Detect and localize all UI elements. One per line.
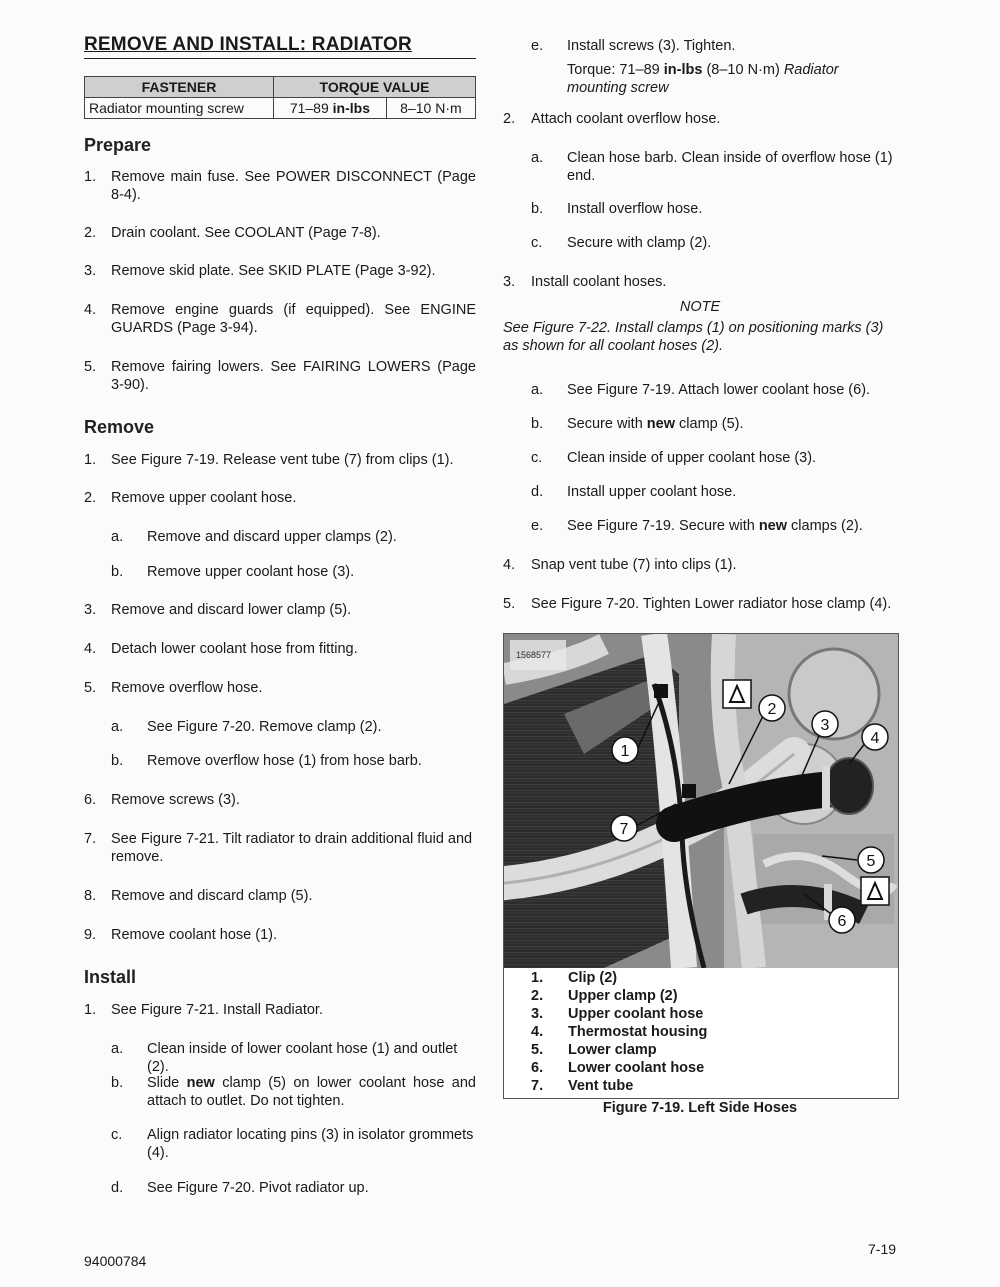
callout-4: 4 [870,730,880,747]
prepare-step-5: Remove fairing lowers. See FAIRING LOWERS (Page 3-90). [111,359,476,393]
left-side-hoses-photo [504,634,898,968]
install-substep: Clean inside of lower coolant hose (1) and outlet (2). [147,1041,458,1075]
hazard-icon [861,877,889,905]
step-number: 2. [84,490,97,506]
install-step: Attach coolant overflow hose. [531,111,721,127]
step-letter: a. [111,1041,124,1057]
install-heading: Install [84,967,137,987]
torque-inlbs-cell: 71–89 in-lbs [274,98,387,119]
remove-step: Remove upper coolant hose. [111,490,297,506]
prepare-step-3: Remove skid plate. See SKID PLATE (Page 3-92). [111,263,436,279]
note-heading: NOTE [679,299,721,315]
remove-substep: See Figure 7-20. Remove clamp (2). [147,719,382,735]
remove-substep: Remove upper coolant hose (3). [147,564,355,580]
step-number: 3. [84,602,97,618]
remove-step: Detach lower coolant hose from fitting. [111,641,358,657]
remove-substep: Remove overflow hose (1) from hose barb. [147,753,422,769]
step-number: 6. [84,792,97,808]
legend-number: 6. [531,1060,544,1076]
remove-heading: Remove [84,417,155,437]
table-row [85,98,476,119]
legend-number: 5. [531,1042,544,1058]
remove-step: Remove and discard clamp (5). [111,888,313,904]
install-step: See Figure 7-20. Tighten Lower radiator hose clamp (4). [531,596,892,612]
legend-item: Vent tube [568,1078,634,1094]
document-number: 94000784 [84,1253,147,1269]
step-letter: b. [531,201,544,217]
step-letter: a. [531,150,544,166]
legend-number: 2. [531,988,544,1004]
remove-step: Remove coolant hose (1). [111,927,278,943]
install-substep: Install overflow hose. [567,201,703,217]
legend-number: 7. [531,1078,544,1094]
step-number: 4. [503,557,516,573]
step-letter: a. [111,529,124,545]
prepare-step-1: Remove main fuse. See POWER DISCONNECT (Page 8-4). [111,169,476,203]
step-number: 3. [503,274,516,290]
remove-step: Remove and discard lower clamp (5). [111,602,352,618]
step-number: 5. [84,359,97,375]
step-letter: b. [111,753,124,769]
legend-item: Clip (2) [568,970,618,986]
step-number: 5. [84,680,97,696]
page-number: 7-19 [868,1241,897,1257]
step-number: 3. [84,263,97,279]
step-letter: a. [111,719,124,735]
install-substep: Clean hose barb. Clean inside of overflow hose (1) end. [567,150,893,184]
legend-item: Thermostat housing [568,1024,708,1040]
callout-7: 7 [619,821,629,838]
callout-2: 2 [767,701,777,718]
page-title: REMOVE AND INSTALL: RADIATOR [84,34,476,59]
step-number: 1. [84,1002,97,1018]
install-substep: See Figure 7-19. Secure with new clamps (2). [567,518,863,534]
install-substep: See Figure 7-20. Pivot radiator up. [147,1180,369,1196]
step-letter: a. [531,382,544,398]
install-substep: Secure with clamp (2). [567,235,712,251]
step-letter: b. [531,416,544,432]
install-substep: Align radiator locating pins (3) in isolator grommets (4). [147,1127,474,1161]
step-letter: c. [531,450,543,466]
install-step: See Figure 7-21. Install Radiator. [111,1002,323,1018]
remove-step: Remove overflow hose. [111,680,263,696]
prepare-step-2: Drain coolant. See COOLANT (Page 7-8). [111,225,381,241]
step-letter: b. [111,1075,124,1091]
note-text: See Figure 7-22. Install clamps (1) on positioning marks (3) as shown for all coolant hoses (2). [503,320,884,354]
remove-step: See Figure 7-21. Tilt radiator to drain additional fluid and remove. [111,831,473,865]
remove-step: Remove screws (3). [111,792,240,808]
table-header-torque: TORQUE VALUE [274,77,476,98]
install-substep: Secure with new clamp (5). [567,416,744,432]
figure-caption: Figure 7-19. Left Side Hoses [602,1100,798,1116]
step-number: 5. [503,596,516,612]
legend-item: Upper clamp (2) [568,988,678,1004]
install-substep: Install screws (3). Tighten. [567,38,736,54]
figure-7-19 [503,633,899,1099]
install-step: Snap vent tube (7) into clips (1). [531,557,737,573]
install-substep: See Figure 7-19. Attach lower coolant hose (6). [567,382,871,398]
figure-id-label: 1568577 [516,650,552,660]
hazard-icon [723,680,751,708]
step-letter: e. [531,38,544,54]
prepare-step-4: Remove engine guards (if equipped). See ENGINE GUARDS (Page 3-94). [111,302,476,336]
table-header-fastener: FASTENER [85,77,274,98]
install-substep: Slide new clamp (5) on lower coolant hose and attach to outlet. Do not tighten. [147,1075,476,1109]
legend-item: Lower clamp [568,1042,657,1058]
callout-1: 1 [620,743,630,760]
step-number: 2. [84,225,97,241]
step-letter: c. [531,235,543,251]
step-number: 8. [84,888,97,904]
step-letter: d. [531,484,544,500]
remove-step: See Figure 7-19. Release vent tube (7) from clips (1). [111,452,454,468]
torque-table [84,76,476,119]
step-number: 1. [84,169,97,185]
install-substep: Install upper coolant hose. [567,484,737,500]
legend-number: 1. [531,970,544,986]
prepare-heading: Prepare [84,135,152,155]
step-letter: c. [111,1127,123,1143]
step-letter: d. [111,1180,124,1196]
step-number: 2. [503,111,516,127]
step-letter: e. [531,518,544,534]
torque-nm-cell: 8–10 N·m [386,98,475,119]
callout-3: 3 [820,717,830,734]
callout-5: 5 [866,853,876,870]
install-substep: Clean inside of upper coolant hose (3). [567,450,817,466]
step-number: 7. [84,831,97,847]
torque-spec-line: Torque: 71–89 in-lbs (8–10 N·m) Radiator mounting screw [567,62,839,96]
legend-number: 3. [531,1006,544,1022]
remove-substep: Remove and discard upper clamps (2). [147,529,397,545]
callout-6: 6 [837,913,847,930]
legend-number: 4. [531,1024,544,1040]
step-number: 1. [84,452,97,468]
install-step: Install coolant hoses. [531,274,667,290]
step-number: 4. [84,641,97,657]
fastener-cell: Radiator mounting screw [85,98,274,119]
legend-item: Lower coolant hose [568,1060,705,1076]
step-number: 4. [84,302,97,318]
legend-item: Upper coolant hose [568,1006,704,1022]
step-number: 9. [84,927,97,943]
step-letter: b. [111,564,124,580]
